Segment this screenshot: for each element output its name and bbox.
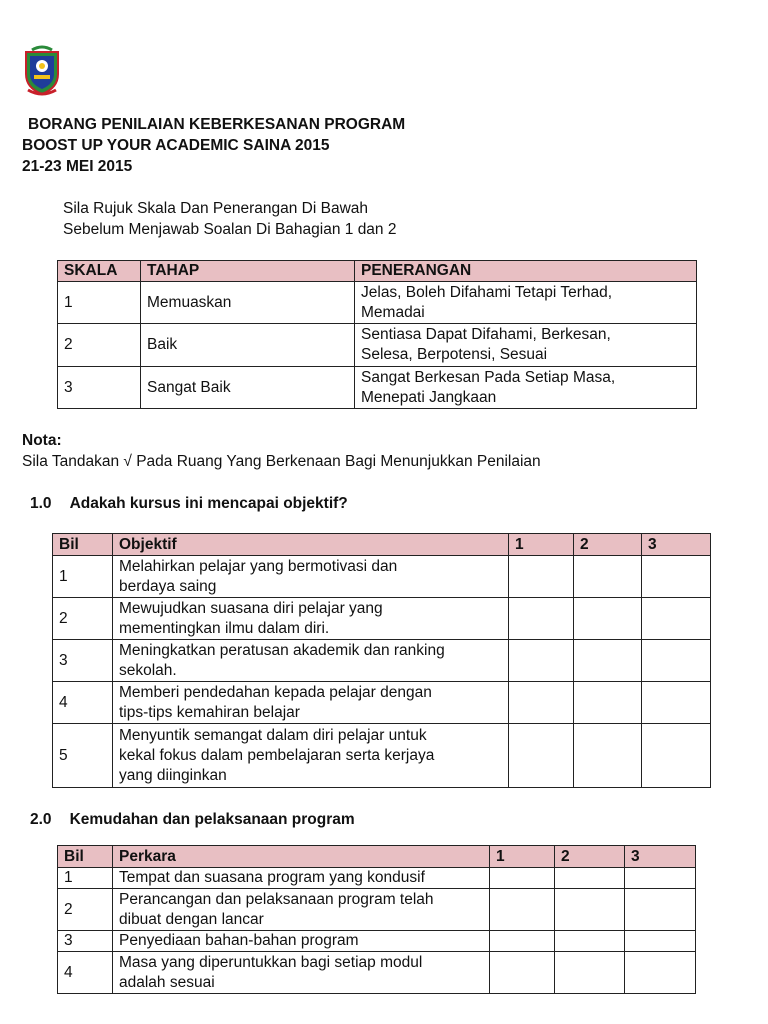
penerangan-line: Menepati Jangkaan bbox=[361, 388, 497, 406]
scale-row bbox=[58, 324, 697, 367]
rating-2-checkbox[interactable] bbox=[574, 724, 642, 788]
section-1-title: Adakah kursus ini mencapai objektif? bbox=[69, 495, 348, 512]
objektif-line: Melahirkan pelajar yang bermotivasi dan bbox=[119, 557, 398, 575]
rating-3-checkbox[interactable] bbox=[642, 682, 711, 724]
rating-1-checkbox[interactable] bbox=[509, 598, 574, 640]
header-objektif: Objektif bbox=[113, 534, 509, 556]
objektif-line: mementingkan ilmu dalam diri. bbox=[119, 619, 330, 637]
header-tahap: TAHAP bbox=[141, 261, 355, 282]
objektif-text bbox=[113, 724, 509, 788]
objektif-line: Mewujudkan suasana diri pelajar yang bbox=[119, 599, 383, 617]
table-row bbox=[58, 931, 696, 952]
bil-value: 5 bbox=[53, 724, 113, 788]
rating-1-checkbox[interactable] bbox=[490, 889, 555, 931]
table-row bbox=[53, 598, 711, 640]
header-rating-3: 3 bbox=[625, 846, 696, 868]
school-crest-logo bbox=[22, 44, 62, 96]
objektif-text bbox=[113, 598, 509, 640]
objektif-line: sekolah. bbox=[119, 661, 177, 679]
tahap-value: Baik bbox=[141, 324, 355, 367]
table-row bbox=[53, 724, 711, 788]
penerangan-line: Sangat Berkesan Pada Setiap Masa, bbox=[361, 368, 616, 386]
table-row bbox=[58, 868, 696, 889]
objektif-line: Memberi pendedahan kepada pelajar dengan bbox=[119, 683, 432, 701]
header-penerangan: PENERANGAN bbox=[355, 261, 697, 282]
scale-table-header bbox=[58, 261, 697, 282]
objektif-line: Menyuntik semangat dalam diri pelajar untuk bbox=[119, 726, 427, 744]
tahap-value: Memuaskan bbox=[141, 282, 355, 324]
bil-value: 4 bbox=[53, 682, 113, 724]
facility-table-header bbox=[58, 846, 696, 868]
bil-value: 1 bbox=[58, 868, 113, 889]
perkara-line: Masa yang diperuntukkan bagi setiap modul bbox=[119, 953, 423, 971]
bil-value: 2 bbox=[58, 889, 113, 931]
perkara-text bbox=[113, 931, 490, 952]
table-row bbox=[53, 556, 711, 598]
rating-1-checkbox[interactable] bbox=[490, 931, 555, 952]
objektif-line: Meningkatkan peratusan akademik dan ranking bbox=[119, 641, 445, 659]
rating-1-checkbox[interactable] bbox=[509, 640, 574, 682]
header-rating-2: 2 bbox=[574, 534, 642, 556]
facility-table bbox=[57, 845, 696, 994]
objektif-text bbox=[113, 556, 509, 598]
objektif-line: berdaya saing bbox=[119, 577, 217, 595]
penerangan-line: Jelas, Boleh Difahami Tetapi Terhad, bbox=[361, 283, 613, 301]
nota-text: Sila Tandakan √ Pada Ruang Yang Berkenaan Bagi Menunjukkan Penilaian bbox=[22, 453, 541, 470]
perkara-line: adalah sesuai bbox=[119, 973, 215, 991]
objective-table bbox=[52, 533, 711, 788]
header-rating-2: 2 bbox=[555, 846, 625, 868]
perkara-text bbox=[113, 952, 490, 994]
skala-value: 3 bbox=[58, 367, 141, 409]
section-2-heading bbox=[30, 809, 355, 830]
scale-row bbox=[58, 282, 697, 324]
instruction-line-1: Sila Rujuk Skala Dan Penerangan Di Bawah bbox=[63, 200, 369, 217]
skala-value: 1 bbox=[58, 282, 141, 324]
table-row bbox=[53, 682, 711, 724]
tahap-value: Sangat Baik bbox=[141, 367, 355, 409]
title-line-1: BORANG PENILAIAN KEBERKESANAN PROGRAM bbox=[28, 116, 406, 133]
rating-3-checkbox[interactable] bbox=[625, 931, 696, 952]
skala-value: 2 bbox=[58, 324, 141, 367]
instructions bbox=[63, 198, 396, 240]
rating-3-checkbox[interactable] bbox=[625, 952, 696, 994]
rating-2-checkbox[interactable] bbox=[555, 868, 625, 889]
rating-3-checkbox[interactable] bbox=[642, 724, 711, 788]
perkara-text bbox=[113, 889, 490, 931]
section-2-title: Kemudahan dan pelaksanaan program bbox=[69, 811, 355, 828]
penerangan-line: Memadai bbox=[361, 303, 425, 321]
table-row bbox=[58, 952, 696, 994]
perkara-line: dibuat dengan lancar bbox=[119, 910, 264, 928]
section-2-number: 2.0 bbox=[30, 811, 52, 828]
rating-3-checkbox[interactable] bbox=[642, 598, 711, 640]
perkara-line: Tempat dan suasana program yang kondusif bbox=[119, 869, 425, 886]
table-row bbox=[58, 889, 696, 931]
rating-3-checkbox[interactable] bbox=[625, 868, 696, 889]
table-row bbox=[53, 640, 711, 682]
section-1-heading bbox=[30, 493, 348, 514]
scale-row bbox=[58, 367, 697, 409]
perkara-line: Perancangan dan pelaksanaan program telah bbox=[119, 890, 434, 908]
objektif-text bbox=[113, 682, 509, 724]
header-skala: SKALA bbox=[58, 261, 141, 282]
objektif-line: yang diinginkan bbox=[119, 766, 227, 784]
objective-table-header bbox=[53, 534, 711, 556]
bil-value: 3 bbox=[58, 931, 113, 952]
bil-value: 2 bbox=[53, 598, 113, 640]
header-rating-1: 1 bbox=[509, 534, 574, 556]
bil-value: 3 bbox=[53, 640, 113, 682]
perkara-text bbox=[113, 868, 490, 889]
rating-1-checkbox[interactable] bbox=[509, 556, 574, 598]
rating-1-checkbox[interactable] bbox=[490, 868, 555, 889]
instruction-line-2: Sebelum Menjawab Soalan Di Bahagian 1 dan 2 bbox=[63, 221, 397, 238]
title-line-3: 21-23 MEI 2015 bbox=[22, 158, 133, 175]
nota-label: Nota: bbox=[22, 432, 62, 449]
rating-1-checkbox[interactable] bbox=[509, 682, 574, 724]
objektif-line: tips-tips kemahiran belajar bbox=[119, 703, 300, 721]
rating-3-checkbox[interactable] bbox=[642, 556, 711, 598]
document-title bbox=[22, 114, 405, 177]
penerangan-line: Selesa, Berpotensi, Sesuai bbox=[361, 346, 548, 363]
header-rating-3: 3 bbox=[642, 534, 711, 556]
scale-table bbox=[57, 260, 697, 409]
rating-2-checkbox[interactable] bbox=[574, 598, 642, 640]
rating-2-checkbox[interactable] bbox=[574, 556, 642, 598]
rating-2-checkbox[interactable] bbox=[555, 931, 625, 952]
objektif-line: kekal fokus dalam pembelajaran serta kerjaya bbox=[119, 746, 435, 764]
perkara-line: Penyediaan bahan-bahan program bbox=[119, 932, 359, 949]
rating-1-checkbox[interactable] bbox=[490, 952, 555, 994]
header-rating-1: 1 bbox=[490, 846, 555, 868]
objektif-text bbox=[113, 640, 509, 682]
header-bil: Bil bbox=[53, 534, 113, 556]
rating-3-checkbox[interactable] bbox=[625, 889, 696, 931]
penerangan-value bbox=[355, 324, 697, 367]
rating-2-checkbox[interactable] bbox=[574, 682, 642, 724]
crest-icon bbox=[22, 44, 62, 96]
bil-value: 1 bbox=[53, 556, 113, 598]
section-1-number: 1.0 bbox=[30, 495, 52, 512]
bil-value: 4 bbox=[58, 952, 113, 994]
rating-2-checkbox[interactable] bbox=[574, 640, 642, 682]
rating-2-checkbox[interactable] bbox=[555, 952, 625, 994]
penerangan-line: Sentiasa Dapat Difahami, Berkesan, bbox=[361, 326, 611, 343]
header-bil: Bil bbox=[58, 846, 113, 868]
nota-block bbox=[22, 430, 541, 472]
penerangan-value bbox=[355, 282, 697, 324]
header-perkara: Perkara bbox=[113, 846, 490, 868]
rating-2-checkbox[interactable] bbox=[555, 889, 625, 931]
penerangan-value bbox=[355, 367, 697, 409]
rating-3-checkbox[interactable] bbox=[642, 640, 711, 682]
title-line-2: BOOST UP YOUR ACADEMIC SAINA 2015 bbox=[22, 137, 330, 154]
rating-1-checkbox[interactable] bbox=[509, 724, 574, 788]
